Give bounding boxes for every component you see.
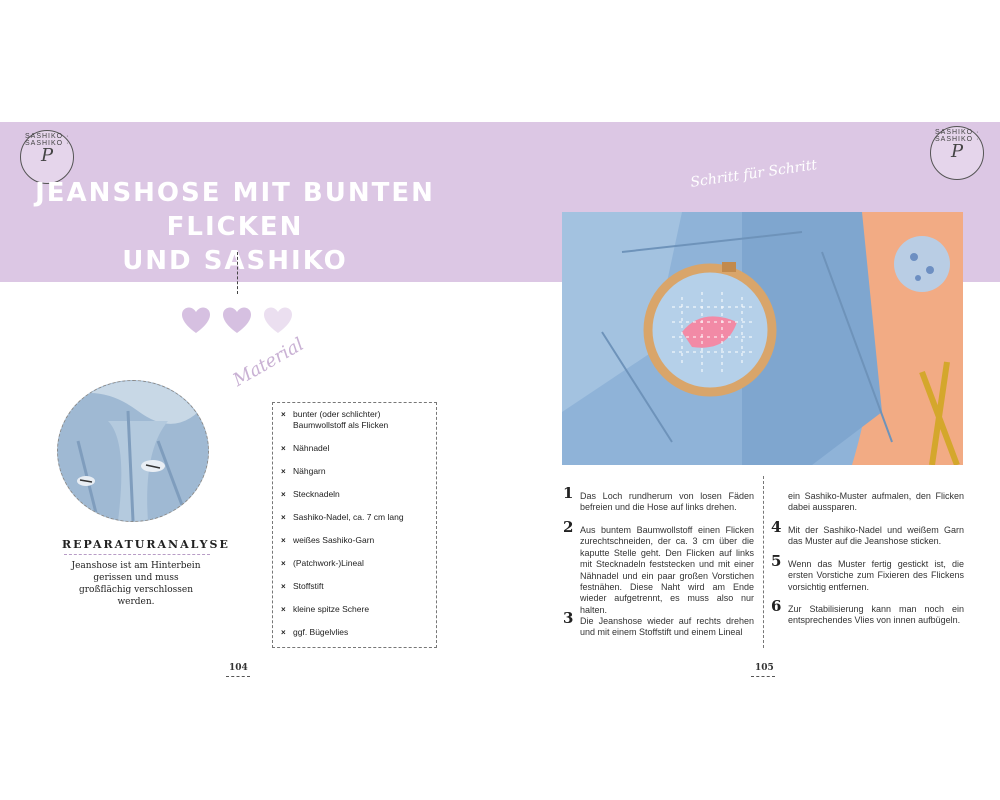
- list-item: [281, 466, 428, 477]
- list-item: [281, 409, 428, 431]
- cross-icon: ×: [281, 628, 286, 637]
- list-item: [281, 604, 428, 615]
- cross-icon: ×: [281, 467, 286, 476]
- materials-box: [272, 402, 437, 648]
- page-title: [20, 176, 450, 312]
- heart-icon: [181, 306, 211, 336]
- cross-icon: ×: [281, 536, 286, 545]
- material-label: ggf. Bügelvlies: [293, 627, 349, 637]
- analysis-underline: [64, 554, 210, 555]
- title-line-2: UND SASHIKO REPARIEREN: [122, 246, 348, 310]
- step-number: 1: [563, 484, 574, 502]
- cross-icon: ×: [281, 410, 286, 419]
- step-6: [771, 597, 964, 627]
- cross-icon: ×: [281, 582, 286, 591]
- step-3-continued: [788, 491, 964, 514]
- stamp-letter: P: [40, 145, 54, 166]
- step-text: Die Jeanshose wieder auf rechts drehen und mit einem Stoffstift und einem Lineal: [580, 616, 754, 638]
- cross-icon: ×: [281, 559, 286, 568]
- step-3: [563, 609, 754, 639]
- list-item: [281, 535, 428, 546]
- list-item: [281, 512, 428, 523]
- material-label: Nähnadel: [293, 443, 330, 453]
- list-item: [281, 627, 428, 638]
- step-text: Zur Stabilisierung kann man noch ein entsprechendes Vlies von innen aufbügeln.: [788, 604, 964, 626]
- steps-heading: Schritt für Schritt: [689, 157, 819, 191]
- step-number: 5: [771, 552, 782, 570]
- heart-icon: [263, 306, 293, 336]
- dashed-connector: [237, 252, 238, 294]
- stamp-ring-text: SASHIKO · SASHIKO ·: [25, 133, 70, 147]
- step-number: 6: [771, 597, 782, 615]
- cross-icon: ×: [281, 513, 286, 522]
- analysis-heading: REPARATURANALYSE: [62, 538, 230, 551]
- step-number: 4: [771, 518, 782, 536]
- sashiko-stamp-right: [930, 126, 984, 180]
- step-number: 2: [563, 518, 574, 536]
- stamp-letter: P: [950, 141, 964, 162]
- title-line-1: JEANSHOSE MIT BUNTEN FLICKEN: [35, 178, 435, 242]
- stamp-ring-text: SASHIKO · SASHIKO ·: [935, 129, 980, 143]
- material-label: Stoffstift: [293, 581, 324, 591]
- heart-icon: [222, 306, 252, 336]
- list-item: [281, 581, 428, 592]
- page-number-left: 104: [229, 663, 248, 673]
- page-number-underline: [226, 676, 250, 677]
- materials-list: [273, 403, 436, 638]
- material-label: bunter (oder schlichter) Baumwollstoff als Flicken: [293, 409, 389, 430]
- column-divider: [763, 476, 764, 648]
- embroidery-hoop-photo: [562, 212, 963, 465]
- list-item: [281, 558, 428, 569]
- cross-icon: ×: [281, 444, 286, 453]
- cross-icon: ×: [281, 605, 286, 614]
- step-text: Das Loch rundherum von losen Fäden befreien und die Hose auf links drehen.: [580, 491, 754, 513]
- cross-icon: ×: [281, 490, 286, 499]
- material-label: weißes Sashiko-Garn: [293, 535, 375, 545]
- step-5: [771, 552, 964, 593]
- material-label: Nähgarn: [293, 466, 326, 476]
- page-number-right: 105: [755, 663, 774, 673]
- step-text: ein Sashiko-Muster aufmalen, den Flicken dabei aussparen.: [788, 491, 964, 513]
- step-text: Mit der Sashiko-Nadel und weißem Garn das Muster auf die Jeanshose sticken.: [788, 525, 964, 547]
- analysis-text: Jeanshose ist am Hinterbein gerissen und muss großflächig verschlossen werden.: [71, 561, 201, 607]
- page-number-underline: [751, 676, 775, 677]
- step-1: [563, 484, 754, 514]
- material-label: Stecknadeln: [293, 489, 340, 499]
- step-2: [563, 518, 754, 616]
- list-item: [281, 489, 428, 500]
- material-label: kleine spitze Schere: [293, 604, 370, 614]
- step-text: Wenn das Muster fertig gestickt ist, die ersten Vorstiche zum Fixieren des Flickens vorsichtig entfernen.: [788, 559, 964, 592]
- list-item: [281, 443, 428, 454]
- material-label: Sashiko-Nadel, ca. 7 cm lang: [293, 512, 404, 522]
- material-label: (Patchwork-)Lineal: [293, 558, 364, 568]
- step-text: Aus buntem Baumwollstoff einen Flicken zurechtschneiden, der ca. 3 cm über die kaputte Stelle geht. Den Flicken auf links mit Stecknadeln feststecken und mit einer Nähnadel und ein paar großen Vorstichen festnähen. Diese Naht wird am Ende wieder aufgetrennt, es muss also nur halten.: [580, 525, 754, 615]
- step-number: 3: [563, 609, 574, 627]
- torn-jeans-photo: [57, 380, 209, 522]
- step-4: [771, 518, 964, 548]
- material-heading: Material: [229, 333, 308, 391]
